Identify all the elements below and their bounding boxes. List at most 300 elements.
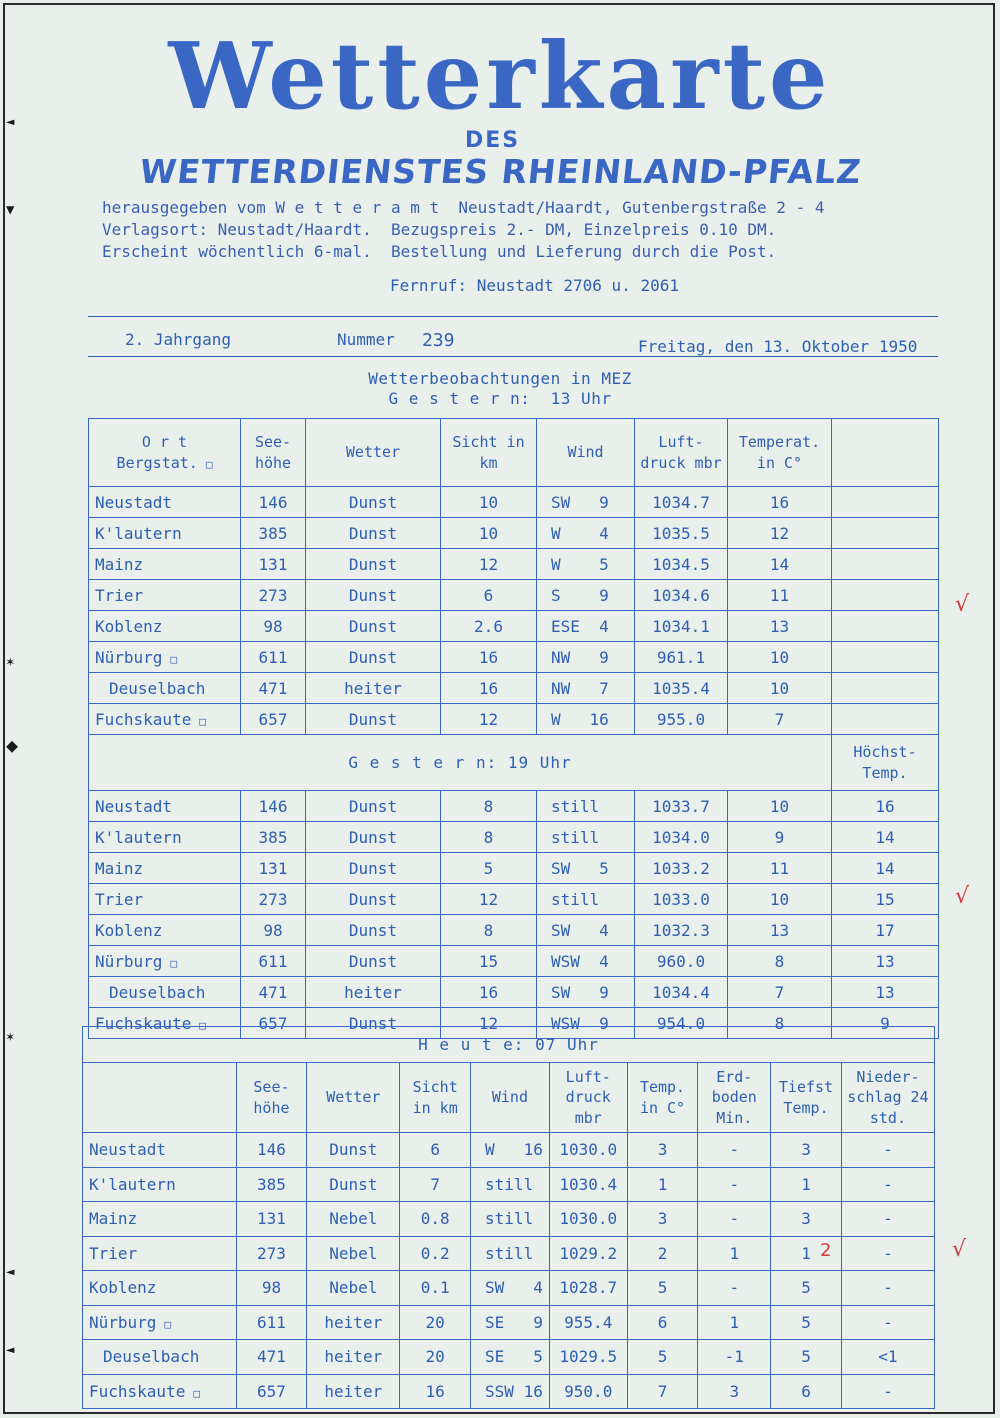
table-row [89, 549, 939, 580]
cell-ort [89, 704, 241, 735]
cell-see: 273 [241, 580, 306, 611]
cell-nied: - [841, 1305, 934, 1340]
cell-extra [832, 518, 939, 549]
cell-wind: SSW 16 [471, 1374, 550, 1409]
cell-see: 471 [236, 1340, 307, 1375]
mountain-station-icon: □ [170, 652, 178, 666]
table-row [83, 1374, 935, 1409]
table-row [83, 1340, 935, 1375]
margin-mark-icon: ◄ [6, 114, 15, 130]
cell-luft: 1033.2 [635, 853, 728, 884]
cell-luft: 1034.0 [635, 822, 728, 853]
station-name: Neustadt [95, 796, 173, 816]
table-header [83, 1063, 935, 1133]
cell-temp: 8 [728, 1008, 832, 1039]
jahrgang: 2. Jahrgang [125, 330, 231, 349]
cell-luft: 1033.0 [635, 884, 728, 915]
cell-luft: 960.0 [635, 946, 728, 977]
cell-luft: 1030.4 [549, 1167, 627, 1202]
cell-luft: 955.4 [549, 1305, 627, 1340]
cell-luft: 1035.5 [635, 518, 728, 549]
band-row [83, 1027, 935, 1063]
cell-wetter: Dunst [306, 549, 441, 580]
header-hoechst-temp: Höchst-Temp. [832, 735, 939, 791]
cell-wetter: Nebel [307, 1202, 400, 1237]
station-name: Nürburg [95, 951, 163, 971]
margin-mark-icon: ◄ [6, 1342, 15, 1358]
cell-wind: still [537, 884, 635, 915]
cell-temp: 12 [728, 518, 832, 549]
cell-luft: 1032.3 [635, 915, 728, 946]
cell-nied: - [841, 1133, 934, 1168]
table-row [83, 1202, 935, 1237]
cell-tief: 1 [771, 1236, 842, 1271]
cell-erd: 3 [698, 1374, 771, 1409]
cell-wetter: Dunst [306, 791, 441, 822]
cell-sicht: 2.6 [441, 611, 537, 642]
cell-sicht: 8 [441, 791, 537, 822]
cell-wetter: Nebel [307, 1236, 400, 1271]
cell-sicht: 16 [441, 673, 537, 704]
cell-see: 471 [241, 673, 306, 704]
cell-see: 611 [236, 1305, 307, 1340]
cell-ort [89, 822, 241, 853]
cell-wind: SW 9 [537, 487, 635, 518]
station-name: Nürburg [95, 647, 163, 667]
red-check-mark: √ [952, 1237, 967, 1262]
station-name: Trier [89, 1243, 138, 1263]
cell-extra [832, 549, 939, 580]
header-empty [832, 419, 939, 487]
cell-see: 611 [241, 946, 306, 977]
header-sicht: Sicht in km [400, 1063, 471, 1133]
cell-extra [832, 487, 939, 518]
cell-ort [89, 518, 241, 549]
cell-ort [83, 1305, 237, 1340]
cell-temp: 16 [728, 487, 832, 518]
cell-hoechst: 17 [832, 915, 939, 946]
cell-ort [83, 1202, 237, 1237]
cell-tief: 3 [771, 1202, 842, 1237]
cell-see: 385 [236, 1167, 307, 1202]
cell-luft: 961.1 [635, 642, 728, 673]
cell-luft: 1034.6 [635, 580, 728, 611]
cell-wetter: Dunst [306, 704, 441, 735]
publisher-line: herausgegeben vom W e t t e r a m t Neustadt/Haardt, Gutenbergstraße 2 - 4 [102, 198, 825, 217]
header-seehoehe: See-höhe [241, 419, 306, 487]
margin-mark-icon: ✶ [6, 654, 15, 670]
cell-see: 273 [236, 1236, 307, 1271]
band-gestern-13: G e s t e r n: 13 Uhr [388, 389, 612, 408]
header-wind: Wind [471, 1063, 550, 1133]
header-wetter: Wetter [307, 1063, 400, 1133]
cell-luft: 1033.7 [635, 791, 728, 822]
cell-see: 146 [236, 1133, 307, 1168]
cell-wetter: heiter [307, 1305, 400, 1340]
cell-wind: WSW 4 [537, 946, 635, 977]
cell-see: 657 [241, 1008, 306, 1039]
cell-wetter: heiter [307, 1374, 400, 1409]
table-header [89, 419, 939, 487]
station-name: Trier [95, 585, 144, 605]
cell-erd: - [698, 1271, 771, 1306]
station-name: Nürburg [89, 1312, 157, 1332]
table-gestern [88, 418, 939, 1039]
cell-wetter: Dunst [306, 822, 441, 853]
cell-wind: still [471, 1236, 550, 1271]
cell-hoechst: 14 [832, 853, 939, 884]
mountain-station-icon: □ [193, 1386, 200, 1400]
mountain-station-icon: □ [205, 457, 213, 471]
cell-extra [832, 704, 939, 735]
cell-wetter: Dunst [307, 1133, 400, 1168]
cell-luft: 954.0 [635, 1008, 728, 1039]
cell-temp: 10 [728, 642, 832, 673]
cell-sicht: 10 [441, 487, 537, 518]
margin-mark-icon: ✶ [6, 1029, 15, 1045]
cell-ort [89, 487, 241, 518]
cell-hoechst: 14 [832, 822, 939, 853]
cell-luft: 1034.1 [635, 611, 728, 642]
cell-see: 657 [241, 704, 306, 735]
cell-see: 98 [241, 915, 306, 946]
nummer-label: Nummer [337, 330, 395, 349]
table-row [89, 673, 939, 704]
cell-wind: SE 5 [471, 1340, 550, 1375]
cell-wind: SW 9 [537, 977, 635, 1008]
cell-wetter: Dunst [306, 611, 441, 642]
cell-temp: 2 [627, 1236, 698, 1271]
cell-wind: SW 4 [471, 1271, 550, 1306]
cell-sicht: 10 [441, 518, 537, 549]
table-row [83, 1133, 935, 1168]
cell-temp: 10 [728, 884, 832, 915]
table-row [89, 642, 939, 673]
cell-see: 131 [241, 853, 306, 884]
cell-ort [83, 1374, 237, 1409]
cell-sicht: 6 [441, 580, 537, 611]
masthead-subtitle: WETTERDIENSTES RHEINLAND-PFALZ [137, 152, 864, 191]
cell-sicht: 16 [441, 977, 537, 1008]
cell-wind: SW 5 [537, 853, 635, 884]
cell-wetter: heiter [306, 673, 441, 704]
mountain-station-icon: □ [170, 956, 178, 970]
red-check-mark: √ [955, 592, 970, 617]
header-tiefst: Tiefst Temp. [771, 1063, 842, 1133]
cell-temp: 5 [627, 1271, 698, 1306]
header-erdboden: Erd-boden Min. [698, 1063, 771, 1133]
cell-temp: 5 [627, 1340, 698, 1375]
cell-see: 657 [236, 1374, 307, 1409]
table-row [89, 487, 939, 518]
cell-luft: 955.0 [635, 704, 728, 735]
station-name: Neustadt [95, 492, 173, 512]
cell-wind: ESE 4 [537, 611, 635, 642]
cell-nied: - [841, 1236, 934, 1271]
cell-wetter: Dunst [306, 580, 441, 611]
cell-ort [89, 611, 241, 642]
station-name: Deuselbach [103, 1347, 200, 1367]
cell-ort [89, 549, 241, 580]
margin-mark-icon: ▼ [6, 202, 15, 218]
masthead-title: Wetterkarte [168, 22, 832, 130]
cell-luft: 1034.7 [635, 487, 728, 518]
cell-wetter: Dunst [306, 642, 441, 673]
station-name: Deuselbach [109, 678, 206, 698]
cell-nied: - [841, 1202, 934, 1237]
margin-mark-icon: ◆ [6, 733, 19, 757]
cell-see: 98 [236, 1271, 307, 1306]
table-heute [82, 1026, 935, 1409]
station-name: Koblenz [89, 1278, 157, 1298]
station-name: Fuchskaute [95, 1013, 192, 1033]
header-temperatur: Temperat. in C° [728, 419, 832, 487]
cell-ort [89, 915, 241, 946]
cell-temp: 13 [728, 915, 832, 946]
cell-sicht: 6 [400, 1133, 471, 1168]
cell-tief: 3 [771, 1133, 842, 1168]
masthead-des: DES [465, 128, 521, 153]
cell-see: 146 [241, 791, 306, 822]
cell-sicht: 12 [441, 549, 537, 580]
cell-wetter: Dunst [306, 518, 441, 549]
cell-temp: 3 [627, 1133, 698, 1168]
red-check-mark: √ [955, 884, 970, 909]
cell-wetter: Dunst [306, 1008, 441, 1039]
cell-ort [89, 946, 241, 977]
cell-nied: - [841, 1167, 934, 1202]
station-name: Mainz [95, 858, 144, 878]
cell-luft: 1029.2 [549, 1236, 627, 1271]
cell-erd: 1 [698, 1236, 771, 1271]
section-title: Wetterbeobachtungen in MEZ [368, 369, 632, 388]
publisher-line: Verlagsort: Neustadt/Haardt. Bezugspreis 2.- DM, Einzelpreis 0.10 DM. [102, 220, 777, 239]
divider [88, 356, 938, 357]
cell-ort [89, 977, 241, 1008]
cell-wind: S 9 [537, 580, 635, 611]
cell-nied: - [841, 1374, 934, 1409]
cell-wind: still [537, 791, 635, 822]
cell-wind: W 5 [537, 549, 635, 580]
cell-see: 385 [241, 822, 306, 853]
band-gestern-19: G e s t e r n: 19 Uhr [89, 735, 832, 791]
cell-see: 611 [241, 642, 306, 673]
header-temp: Temp. in C° [627, 1063, 698, 1133]
cell-sicht: 7 [400, 1167, 471, 1202]
cell-nied: - [841, 1271, 934, 1306]
cell-temp: 9 [728, 822, 832, 853]
cell-see: 131 [241, 549, 306, 580]
table-row [89, 822, 939, 853]
table-row [89, 853, 939, 884]
cell-wind: SW 4 [537, 915, 635, 946]
cell-sicht: 0.1 [400, 1271, 471, 1306]
cell-luft: 1034.5 [635, 549, 728, 580]
table-row [89, 518, 939, 549]
cell-sicht: 20 [400, 1305, 471, 1340]
header-luftdruck: Luft-druck mbr [635, 419, 728, 487]
cell-temp: 8 [728, 946, 832, 977]
table-row [89, 884, 939, 915]
station-name: Mainz [89, 1209, 138, 1229]
cell-luft: 1029.5 [549, 1340, 627, 1375]
cell-tief: 5 [771, 1271, 842, 1306]
station-name: Trier [95, 889, 144, 909]
station-name: Neustadt [89, 1140, 167, 1160]
issue-date: Freitag, den 13. Oktober 1950 [638, 337, 918, 356]
cell-tief: 6 [771, 1374, 842, 1409]
cell-sicht: 12 [441, 1008, 537, 1039]
cell-extra [832, 611, 939, 642]
cell-hoechst: 15 [832, 884, 939, 915]
cell-wind: NW 9 [537, 642, 635, 673]
table-row [83, 1271, 935, 1306]
cell-wetter: heiter [306, 977, 441, 1008]
mountain-station-icon: □ [164, 1317, 172, 1331]
cell-see: 146 [241, 487, 306, 518]
header-ort [83, 1063, 237, 1133]
header-luftdruck: Luft-druck mbr [549, 1063, 627, 1133]
cell-erd: -1 [698, 1340, 771, 1375]
band-row [89, 735, 939, 791]
cell-sicht: 8 [441, 822, 537, 853]
margin-mark-icon: ◄ [6, 1264, 15, 1280]
cell-sicht: 20 [400, 1340, 471, 1375]
table-body-heute-07 [83, 1133, 935, 1409]
cell-tief: 5 [771, 1340, 842, 1375]
cell-hoechst: 13 [832, 977, 939, 1008]
cell-erd: 1 [698, 1305, 771, 1340]
cell-erd: - [698, 1167, 771, 1202]
table-row [89, 704, 939, 735]
table-row [89, 580, 939, 611]
cell-ort [83, 1167, 237, 1202]
table-row [89, 791, 939, 822]
cell-wind: WSW 9 [537, 1008, 635, 1039]
station-name: Mainz [95, 554, 144, 574]
red-correction: 2 [820, 1240, 832, 1261]
cell-see: 98 [241, 611, 306, 642]
cell-ort [83, 1133, 237, 1168]
cell-luft: 1028.7 [549, 1271, 627, 1306]
cell-extra [832, 642, 939, 673]
cell-wind: W 4 [537, 518, 635, 549]
cell-ort [89, 791, 241, 822]
cell-see: 385 [241, 518, 306, 549]
table-row [83, 1305, 935, 1340]
cell-sicht: 15 [441, 946, 537, 977]
table-row [89, 946, 939, 977]
cell-temp: 1 [627, 1167, 698, 1202]
cell-luft: 1034.4 [635, 977, 728, 1008]
cell-tief: 1 [771, 1167, 842, 1202]
publisher-line: Erscheint wöchentlich 6-mal. Bestellung und Lieferung durch die Post. [102, 242, 777, 261]
cell-sicht: 0.2 [400, 1236, 471, 1271]
cell-wetter: Dunst [306, 946, 441, 977]
cell-extra [832, 673, 939, 704]
table-body-gestern-19 [89, 791, 939, 1039]
cell-luft: 1035.4 [635, 673, 728, 704]
phone-line: Fernruf: Neustadt 2706 u. 2061 [390, 276, 679, 295]
cell-wetter: Dunst [307, 1167, 400, 1202]
station-name: Deuselbach [109, 982, 206, 1002]
cell-temp: 3 [627, 1202, 698, 1237]
cell-sicht: 8 [441, 915, 537, 946]
cell-temp: 10 [728, 791, 832, 822]
cell-wind: still [471, 1202, 550, 1237]
cell-wetter: heiter [307, 1340, 400, 1375]
cell-ort [83, 1236, 237, 1271]
cell-sicht: 12 [441, 884, 537, 915]
cell-hoechst: 13 [832, 946, 939, 977]
header-seehoehe: See-höhe [236, 1063, 307, 1133]
cell-wetter: Dunst [306, 853, 441, 884]
station-name: Koblenz [95, 920, 163, 940]
table-row [89, 611, 939, 642]
station-name: K'lautern [95, 523, 182, 543]
table-row [89, 977, 939, 1008]
cell-wind: SE 9 [471, 1305, 550, 1340]
cell-wind: still [537, 822, 635, 853]
cell-nied: <1 [841, 1340, 934, 1375]
cell-ort [83, 1271, 237, 1306]
mountain-station-icon: □ [199, 714, 206, 728]
cell-luft: 1030.0 [549, 1202, 627, 1237]
header-niederschlag: Nieder-schlag 24 std. [841, 1063, 934, 1133]
cell-temp: 13 [728, 611, 832, 642]
cell-see: 131 [236, 1202, 307, 1237]
cell-ort [89, 884, 241, 915]
cell-temp: 11 [728, 853, 832, 884]
station-name: Fuchskaute [89, 1381, 186, 1401]
header-sicht: Sicht in km [441, 419, 537, 487]
cell-temp: 14 [728, 549, 832, 580]
cell-ort [89, 580, 241, 611]
cell-see: 273 [241, 884, 306, 915]
table-row [83, 1167, 935, 1202]
cell-erd: - [698, 1133, 771, 1168]
cell-temp: 11 [728, 580, 832, 611]
cell-sicht: 16 [441, 642, 537, 673]
cell-ort [83, 1340, 237, 1375]
cell-sicht: 5 [441, 853, 537, 884]
cell-wetter: Dunst [306, 884, 441, 915]
cell-see: 471 [241, 977, 306, 1008]
divider [88, 316, 938, 317]
cell-wind: NW 7 [537, 673, 635, 704]
cell-temp: 10 [728, 673, 832, 704]
cell-hoechst: 9 [832, 1008, 939, 1039]
cell-sicht: 0.8 [400, 1202, 471, 1237]
cell-luft: 950.0 [549, 1374, 627, 1409]
cell-wind: still [471, 1167, 550, 1202]
cell-wetter: Dunst [306, 915, 441, 946]
cell-temp: 7 [728, 704, 832, 735]
cell-sicht: 12 [441, 704, 537, 735]
cell-temp: 7 [627, 1374, 698, 1409]
cell-temp: 7 [728, 977, 832, 1008]
header-ort: O r t Bergstat. □ [89, 419, 241, 487]
header-wind: Wind [537, 419, 635, 487]
table-body-gestern-13 [89, 487, 939, 735]
mountain-station-icon: □ [199, 1018, 206, 1032]
cell-wind: W 16 [537, 704, 635, 735]
station-name: Koblenz [95, 616, 163, 636]
station-name: K'lautern [95, 827, 182, 847]
cell-wind: W 16 [471, 1133, 550, 1168]
cell-hoechst: 16 [832, 791, 939, 822]
cell-wetter: Nebel [307, 1271, 400, 1306]
